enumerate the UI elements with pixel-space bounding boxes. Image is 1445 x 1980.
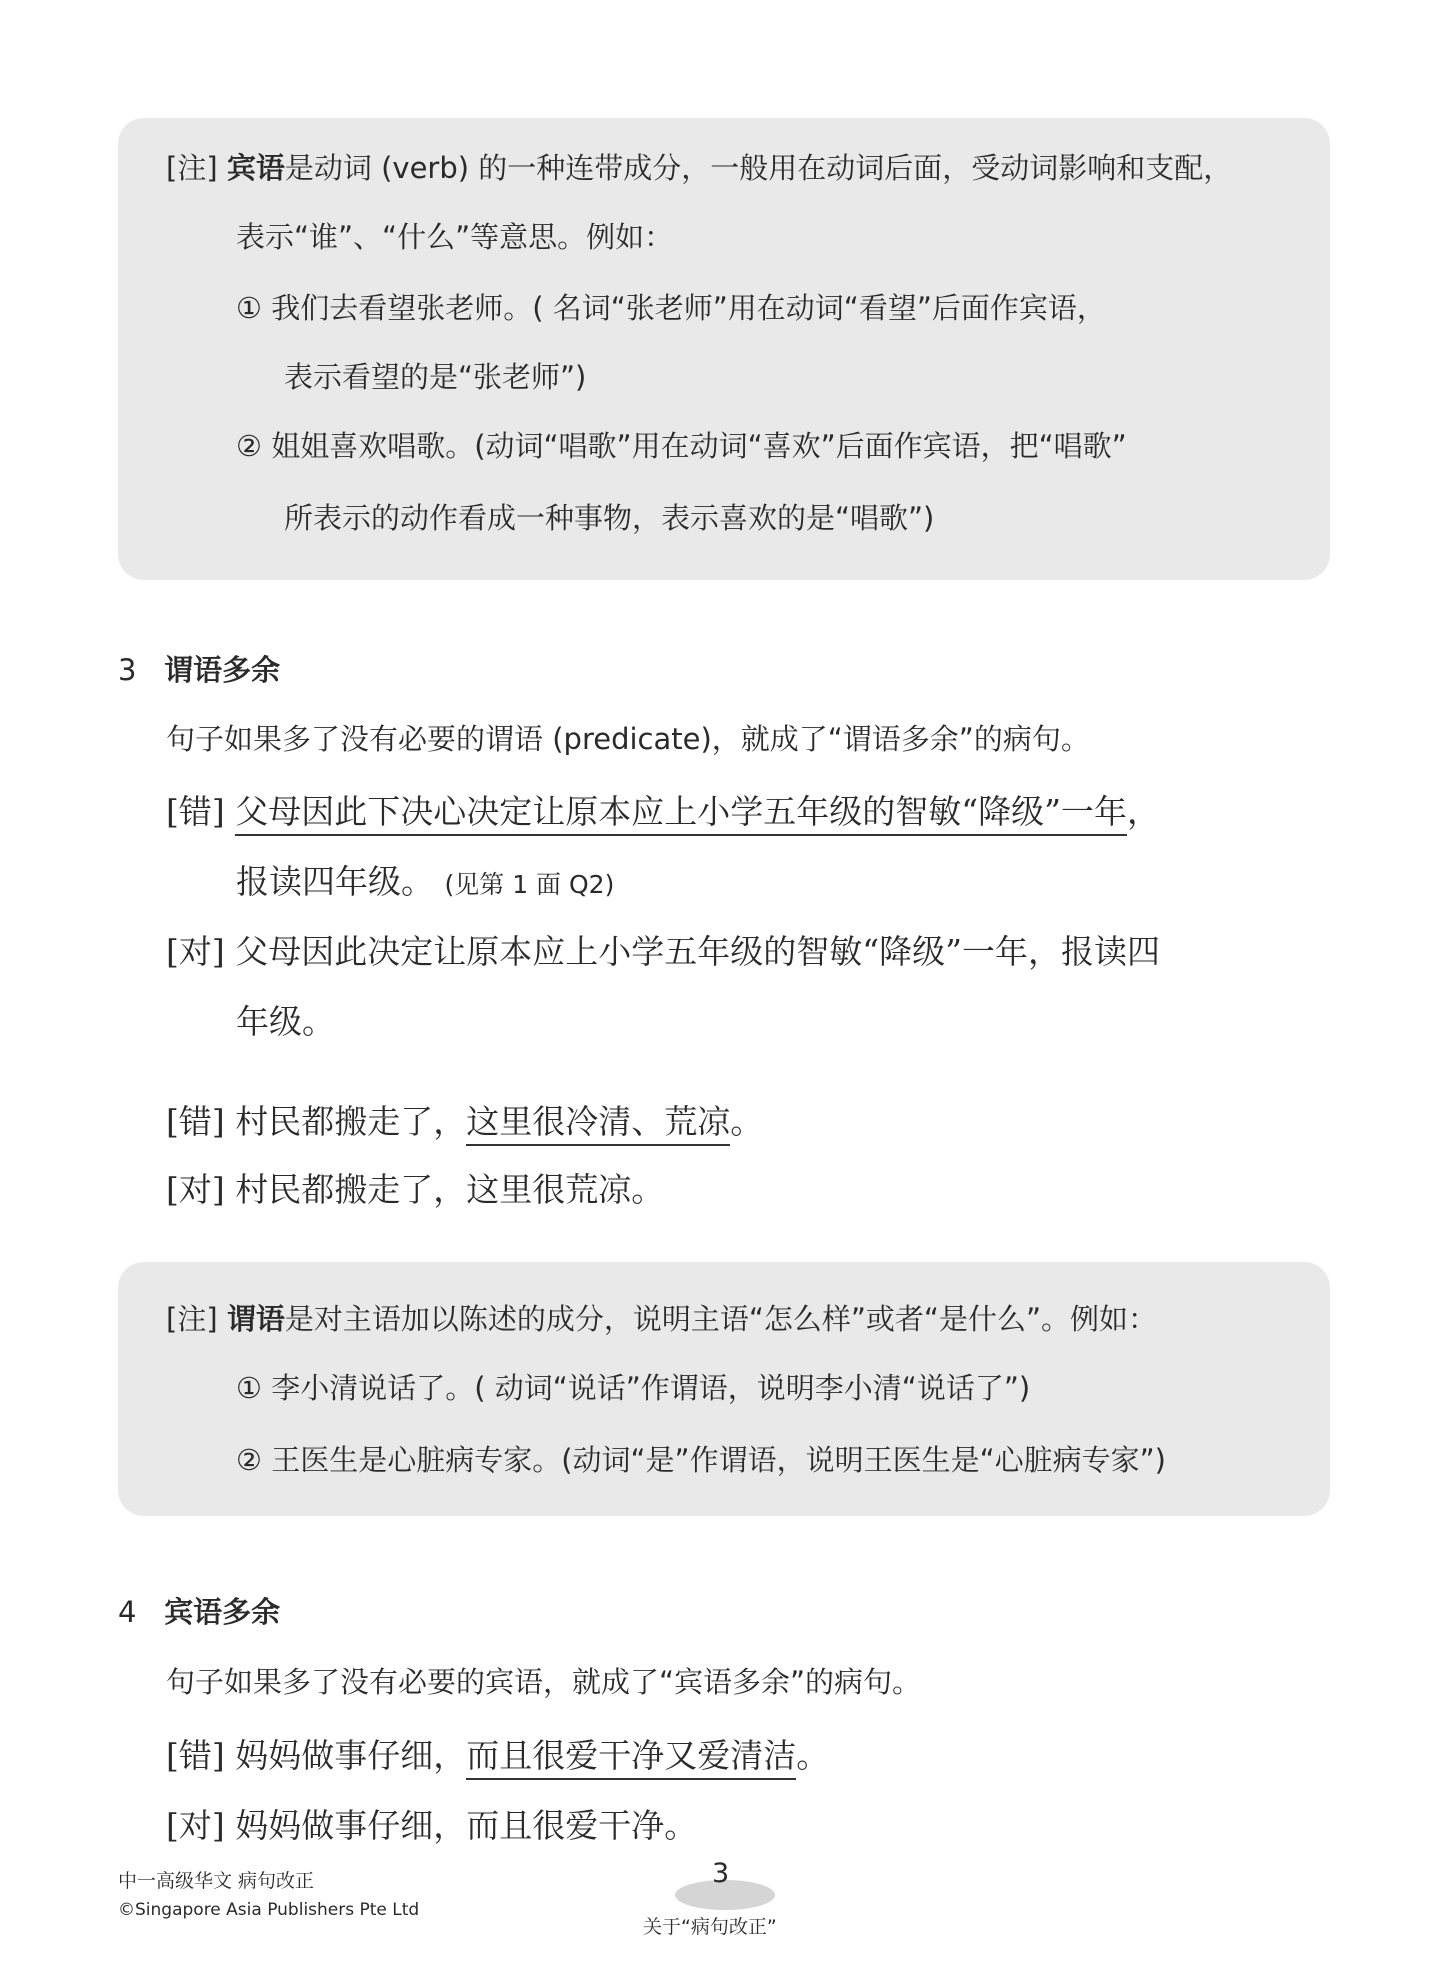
right-label: [对]	[166, 932, 225, 971]
section-number: 4	[118, 1595, 137, 1629]
punctuation: ，	[1127, 792, 1160, 831]
note-label: [注]	[166, 151, 218, 185]
note-object-example-1b: 表示看望的是“张老师”)	[284, 360, 587, 394]
right-label: [对]	[166, 1806, 225, 1845]
wrong-example-3	[166, 1730, 829, 1777]
note-predicate-example-2: ② 王医生是心脏病专家。(动词“是”作谓语，说明王医生是“心脏病专家”)	[236, 1443, 1166, 1477]
punctuation: 。	[730, 1102, 764, 1141]
note-object-example-2a: ② 姐姐喜欢唱歌。(动词“唱歌”用在动词“喜欢”后面作宾语，把“唱歌”	[236, 429, 1127, 463]
right-example-3	[166, 1800, 697, 1847]
wrong-example-text: 妈妈做事仔细，	[235, 1736, 467, 1775]
right-label: [对]	[166, 1170, 225, 1209]
note-object-line-2: 表示“谁”、“什么”等意思。例如：	[236, 220, 674, 254]
wrong-label: [错]	[166, 792, 225, 831]
punctuation: 。	[796, 1736, 830, 1775]
wrong-example-2	[166, 1096, 763, 1143]
wrong-example-text: 村民都搬走了，	[235, 1102, 467, 1141]
highlighted-error: 父母因此下决心决定让原本应上小学五年级的智敏“降级”一年	[235, 792, 1127, 836]
page-number: 3	[712, 1858, 730, 1889]
right-example-text: 村民都搬走了，这里很荒凉。	[235, 1170, 665, 1209]
note-term: 宾语	[226, 151, 285, 185]
section-title: 谓语多余	[164, 653, 281, 687]
footer-book-title: 中一高级华文 病句改正	[118, 1870, 315, 1892]
wrong-example-1-line-2	[236, 856, 614, 903]
note-term: 谓语	[226, 1302, 285, 1336]
right-example-1-line-2: 年级。	[236, 1002, 335, 1041]
wrong-example-text: 报读四年级。	[236, 862, 434, 901]
note-predicate-example-1: ① 李小清说话了。( 动词“说话”作谓语，说明李小清“说话了”)	[236, 1371, 1031, 1405]
wrong-example-1-line-1	[166, 786, 1160, 833]
section-number: 3	[118, 653, 137, 687]
note-text: 是动词 (verb) 的一种连带成分，一般用在动词后面，受动词影响和支配，	[284, 151, 1233, 185]
footer-copyright: ©Singapore Asia Publishers Pte Ltd	[118, 1900, 420, 1920]
note-predicate-line-1	[166, 1297, 1157, 1338]
highlighted-error: 这里很冷清、荒凉	[466, 1102, 730, 1146]
right-example-2	[166, 1164, 664, 1211]
note-object-example-1a: ① 我们去看望张老师。( 名词“张老师”用在动词“看望”后面作宾语，	[236, 291, 1106, 325]
right-example-1-line-1	[166, 926, 1160, 973]
page-reference: (见第 1 面 Q2)	[444, 870, 615, 899]
section-3-intro: 句子如果多了没有必要的谓语 (predicate)，就成了“谓语多余”的病句。	[166, 722, 1090, 756]
note-text: 是对主语加以陈述的成分，说明主语“怎么样”或者“是什么”。例如：	[284, 1302, 1157, 1336]
highlighted-error: 而且很爱干净又爱清洁	[466, 1736, 796, 1780]
wrong-label: [错]	[166, 1102, 225, 1141]
section-3-heading	[118, 648, 280, 689]
wrong-label: [错]	[166, 1736, 225, 1775]
footer-section-name: 关于“病句改正”	[643, 1916, 777, 1938]
note-label: [注]	[166, 1302, 218, 1336]
right-example-text: 父母因此决定让原本应上小学五年级的智敏“降级”一年，报读四	[235, 932, 1160, 971]
note-object-line-1	[166, 146, 1232, 187]
section-4-intro: 句子如果多了没有必要的宾语，就成了“宾语多余”的病句。	[166, 1665, 922, 1699]
note-object-example-2b: 所表示的动作看成一种事物，表示喜欢的是“唱歌”)	[284, 501, 935, 535]
right-example-text: 妈妈做事仔细，而且很爱干净。	[235, 1806, 698, 1845]
section-4-heading	[118, 1590, 280, 1631]
section-title: 宾语多余	[164, 1595, 281, 1629]
